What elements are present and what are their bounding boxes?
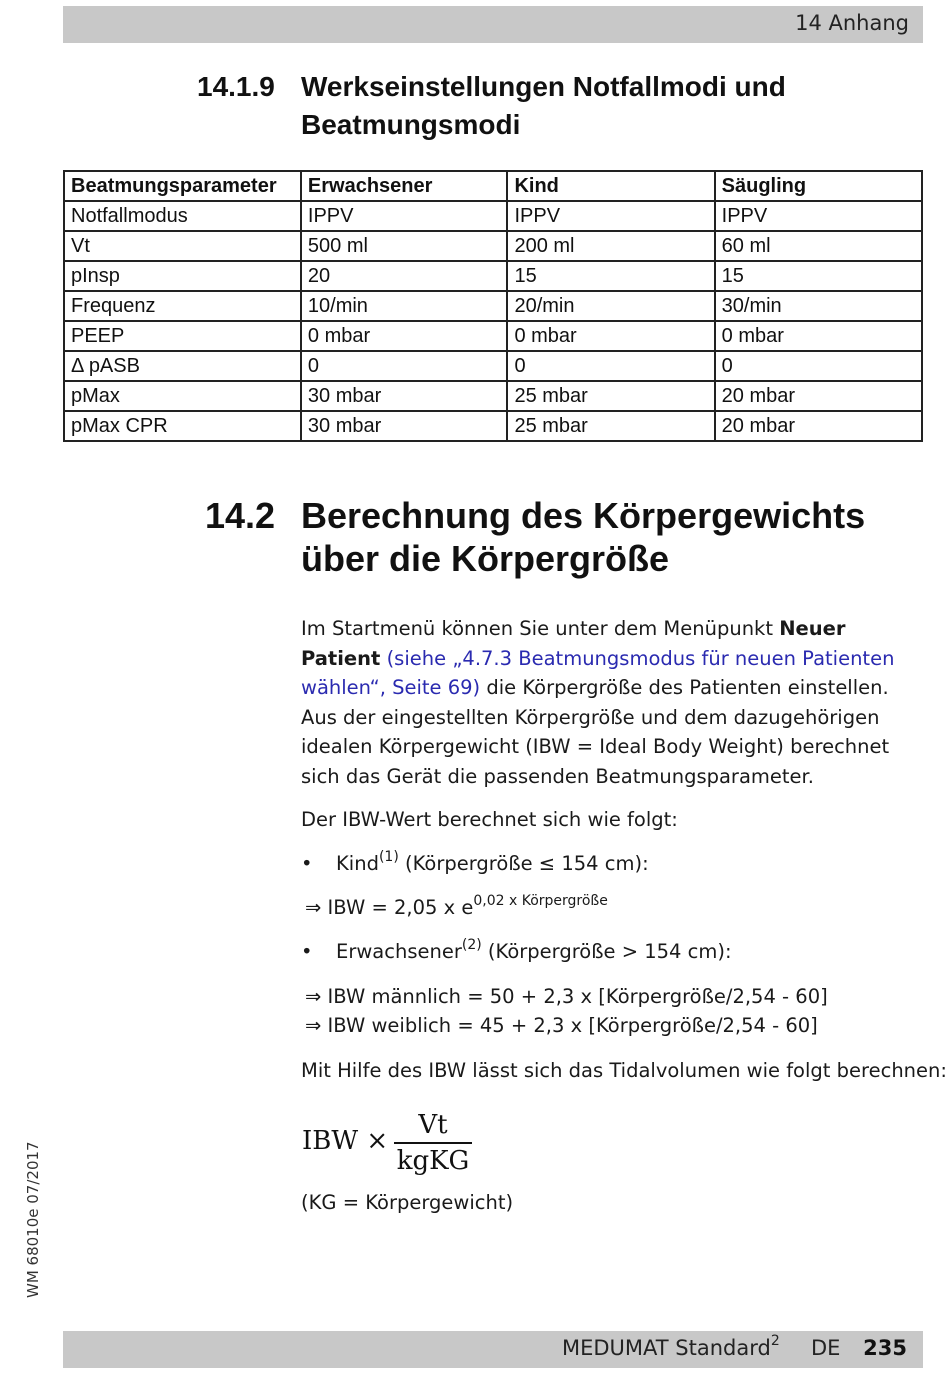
tidal-volume-paragraph: Mit Hilfe des IBW lässt sich das Tidalvolumen wie folgt berechnen: bbox=[301, 1059, 947, 1082]
table-cell: 0 bbox=[715, 351, 922, 381]
table-header-row bbox=[64, 171, 922, 201]
table-row bbox=[64, 381, 922, 411]
table-row bbox=[64, 291, 922, 321]
fraction-numerator: Vt bbox=[418, 1110, 448, 1140]
table-cell: 25 mbar bbox=[507, 411, 714, 441]
table-header-cell: Erwachsener bbox=[301, 171, 508, 201]
fraction bbox=[394, 1110, 472, 1176]
table-cell: 20 bbox=[301, 261, 508, 291]
table-cell: PEEP bbox=[64, 321, 301, 351]
table-cell: Δ pASB bbox=[64, 351, 301, 381]
table-cell: 0 mbar bbox=[507, 321, 714, 351]
table-cell: 500 ml bbox=[301, 231, 508, 261]
table-row bbox=[64, 261, 922, 291]
bullet-condition: (Körpergröße ≤ 154 cm): bbox=[398, 852, 649, 875]
table-row bbox=[64, 321, 922, 351]
table-cell: 30/min bbox=[715, 291, 922, 321]
section-title: Berechnung des Körpergewichts über die Körpergröße bbox=[301, 495, 866, 579]
table-cell: 0 bbox=[507, 351, 714, 381]
subsection-title: Werkseinstellungen Notfallmodi und Beatmungsmodi bbox=[301, 71, 786, 140]
bullet-label: Erwachsener bbox=[336, 940, 462, 963]
subsection-number: 14.1.9 bbox=[197, 71, 275, 102]
table-cell: 15 bbox=[507, 261, 714, 291]
fraction-denominator: kgKG bbox=[396, 1146, 470, 1176]
footer-bar bbox=[63, 1331, 923, 1368]
chapter-label: 14 Anhang bbox=[795, 11, 909, 35]
product-name bbox=[562, 1333, 780, 1360]
formula-female bbox=[305, 1011, 818, 1040]
document-code: WM 68010e 07/2017 bbox=[24, 1141, 42, 1298]
table-cell: 25 mbar bbox=[507, 381, 714, 411]
bullet-text bbox=[336, 849, 649, 878]
table-header-cell: Säugling bbox=[715, 171, 922, 201]
ibw-intro-paragraph: Der IBW-Wert berechnet sich wie folgt: bbox=[301, 808, 678, 831]
implies-icon: ⇒ bbox=[305, 896, 322, 919]
table-row bbox=[64, 201, 922, 231]
bullet-text bbox=[336, 937, 732, 966]
formula-text: IBW männlich = 50 + 2,3 x [Körpergröße/2,54 - 60] bbox=[327, 985, 828, 1008]
table-cell: 200 ml bbox=[507, 231, 714, 261]
table-cell: Notfallmodus bbox=[64, 201, 301, 231]
formula-exponent: 0,02 x Körpergröße bbox=[473, 893, 608, 909]
bullet-dot: • bbox=[301, 940, 313, 963]
formula-child bbox=[305, 893, 608, 922]
formula-base: IBW = 2,05 x e bbox=[327, 896, 474, 919]
cross-reference-link[interactable]: (siehe „4.7.3 Beatmungsmodus für neuen Patienten wählen“, Seite 69) bbox=[301, 646, 895, 699]
table-row bbox=[64, 411, 922, 441]
footnote-ref: (1) bbox=[378, 849, 399, 865]
table-cell: 30 mbar bbox=[301, 411, 508, 441]
table-cell: 30 mbar bbox=[301, 381, 508, 411]
implies-icon: ⇒ bbox=[305, 1014, 322, 1037]
table-cell: pMax bbox=[64, 381, 301, 411]
intro-text-end: die Körpergröße des Patienten einstellen. Aus der eingestellten Körpergröße und dem dazugehörigen idealen Körpergewicht (IBW = Ideal Body Weight) berechnet sich das Gerät die passenden Beatmungsparameter. bbox=[301, 676, 890, 788]
table-cell: 20 mbar bbox=[715, 411, 922, 441]
bullet-condition: (Körpergröße > 154 cm): bbox=[481, 940, 732, 963]
page-number: 235 bbox=[863, 1336, 907, 1360]
table-cell: pInsp bbox=[64, 261, 301, 291]
fraction-bar bbox=[394, 1142, 472, 1144]
bullet-dot: • bbox=[301, 852, 313, 875]
table-header-cell: Kind bbox=[507, 171, 714, 201]
table-cell: IPPV bbox=[507, 201, 714, 231]
table-cell: 0 mbar bbox=[301, 321, 508, 351]
table-cell: IPPV bbox=[301, 201, 508, 231]
bullet-label: Kind bbox=[336, 852, 379, 875]
product-name-text: MEDUMAT Standard bbox=[562, 1336, 771, 1360]
formula-male bbox=[305, 982, 828, 1011]
formula-lhs: IBW × bbox=[302, 1126, 389, 1156]
table-cell: 0 bbox=[301, 351, 508, 381]
table-cell: 0 mbar bbox=[715, 321, 922, 351]
table-cell: pMax CPR bbox=[64, 411, 301, 441]
table-cell: 10/min bbox=[301, 291, 508, 321]
footnote-ref: (2) bbox=[461, 937, 482, 953]
product-sup: 2 bbox=[770, 1333, 780, 1349]
table-cell: Frequenz bbox=[64, 291, 301, 321]
table-cell: IPPV bbox=[715, 201, 922, 231]
factory-settings-table bbox=[63, 170, 923, 442]
implies-icon: ⇒ bbox=[305, 985, 322, 1008]
table-row bbox=[64, 231, 922, 261]
table-cell: 15 bbox=[715, 261, 922, 291]
table-cell: 20 mbar bbox=[715, 381, 922, 411]
header-bar bbox=[63, 6, 923, 43]
menu-item-name: Neuer Patient bbox=[301, 617, 846, 670]
kg-note: (KG = Körpergewicht) bbox=[301, 1191, 514, 1214]
table-cell: 20/min bbox=[507, 291, 714, 321]
table-cell: 60 ml bbox=[715, 231, 922, 261]
section-number: 14.2 bbox=[205, 495, 276, 536]
table-header-cell: Beatmungsparameter bbox=[64, 171, 301, 201]
intro-paragraph bbox=[301, 614, 923, 791]
language-code: DE bbox=[811, 1336, 841, 1360]
table-row bbox=[64, 351, 922, 381]
intro-text-start: Im Startmenü können Sie unter dem Menüpunkt bbox=[301, 617, 780, 640]
table-cell: Vt bbox=[64, 231, 301, 261]
formula-text: IBW weiblich = 45 + 2,3 x [Körpergröße/2,54 - 60] bbox=[327, 1014, 818, 1037]
